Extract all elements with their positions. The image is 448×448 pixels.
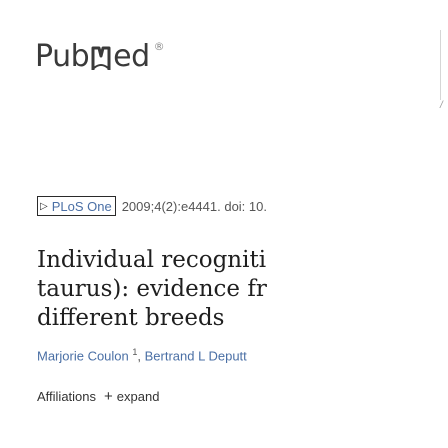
title-line: taurus): evidence fr xyxy=(37,276,267,302)
header-divider xyxy=(440,30,441,100)
pubmed-logo[interactable] xyxy=(35,39,165,74)
pubmed-m-icon xyxy=(90,42,112,72)
logo-text-right: ed xyxy=(113,39,150,74)
article-title xyxy=(37,246,448,333)
affiliations-row xyxy=(37,388,159,405)
authors-list xyxy=(37,347,247,363)
citation-details: 2009;4(2):e4441. doi: 10. xyxy=(121,198,267,214)
expand-link[interactable]: expand xyxy=(116,389,160,404)
author-link[interactable]: Bertrand L Deputt xyxy=(144,348,247,364)
journal-button[interactable] xyxy=(37,196,116,216)
affiliation-ref[interactable]: 1 xyxy=(132,347,138,357)
author-separator: , xyxy=(137,348,145,364)
title-line: different breeds xyxy=(37,305,225,331)
title-line: Individual recogniti xyxy=(37,247,267,273)
logo-text-left: Pub xyxy=(35,39,90,74)
affiliations-label: Affiliations xyxy=(37,389,97,404)
journal-name: PLoS One xyxy=(51,198,112,214)
author-link[interactable]: Marjorie Coulon xyxy=(37,348,129,364)
citation-line xyxy=(37,196,267,216)
header-slash-mark: / xyxy=(440,100,443,111)
registered-mark: ® xyxy=(153,40,165,53)
plus-icon[interactable]: + xyxy=(104,388,113,405)
caret-right-icon: ▷ xyxy=(40,200,48,212)
